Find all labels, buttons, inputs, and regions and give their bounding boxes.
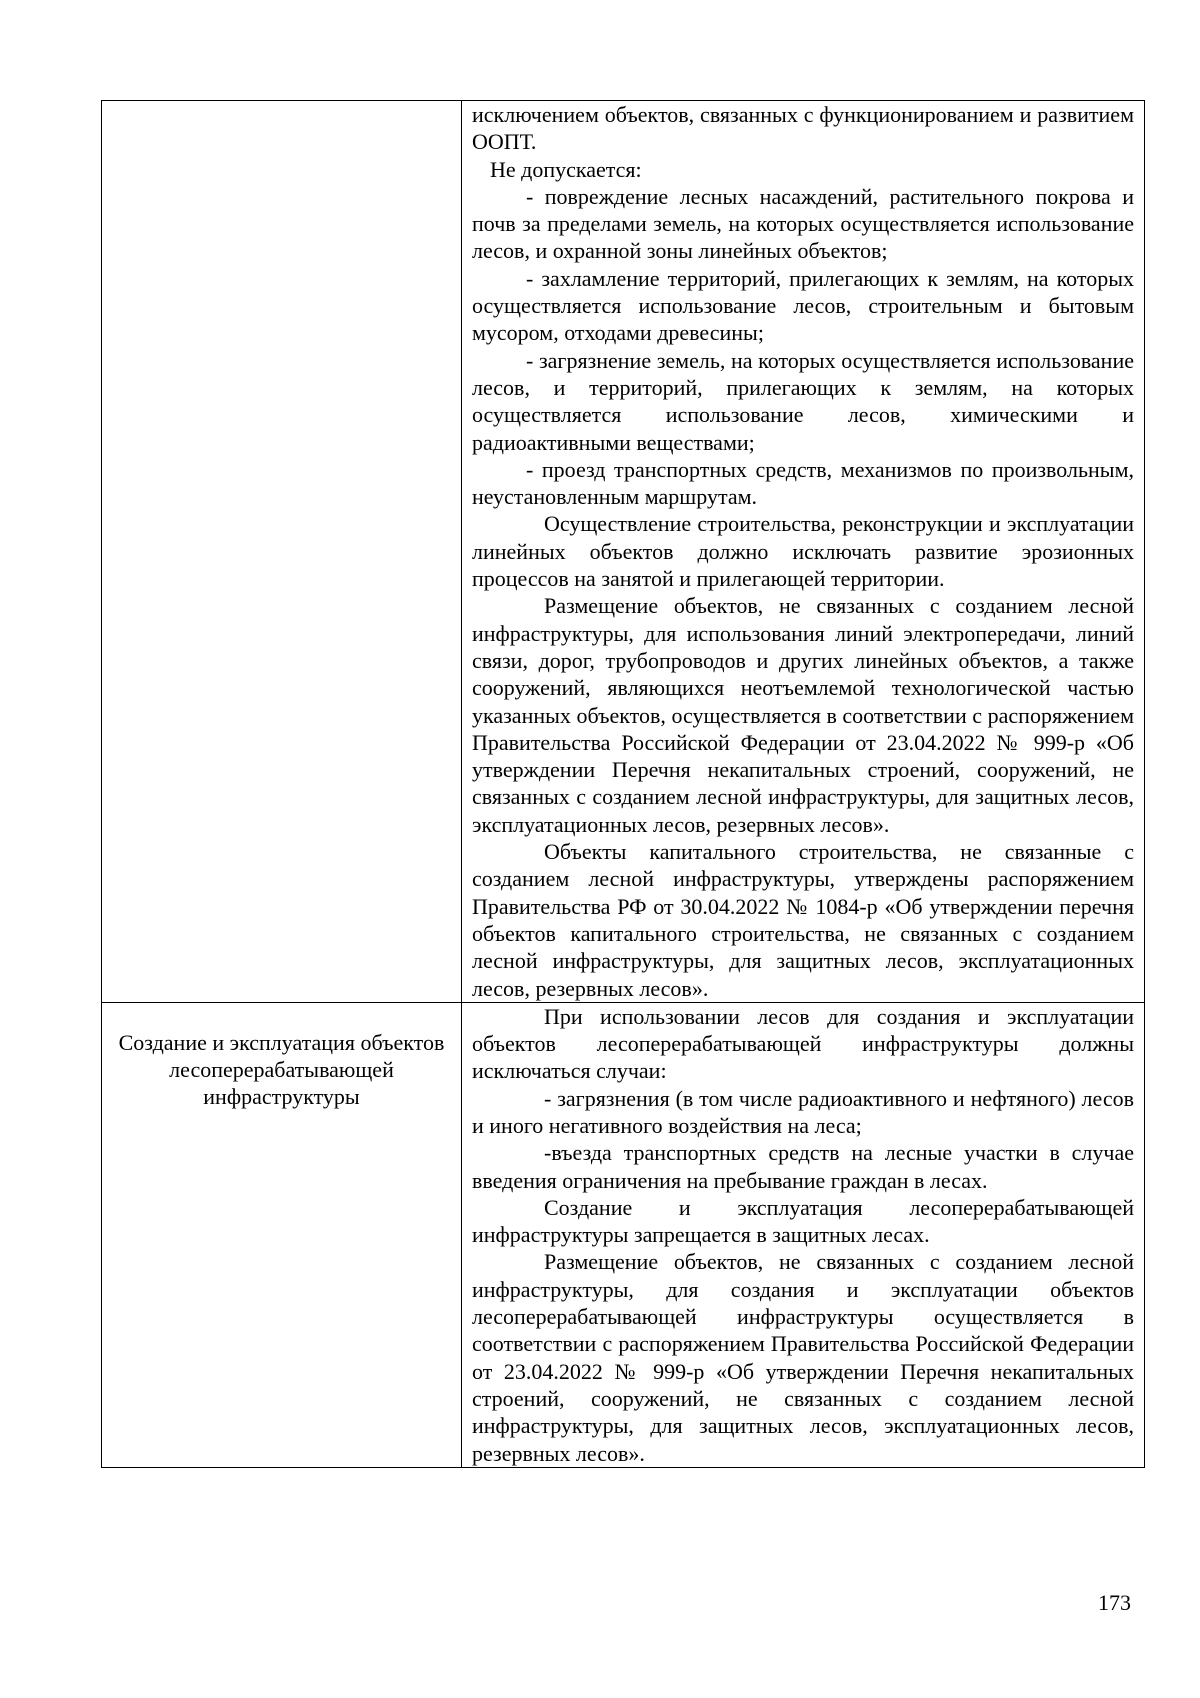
table-cell-requirements: [462, 101, 1145, 1003]
paragraph: Создание и эксплуатация лесоперерабатывающей инфраструктуры запрещается в защитных лесах.: [472, 1194, 1134, 1248]
paragraph: Не допускается:: [490, 156, 642, 182]
paragraph: Осуществление строительства, реконструкции и эксплуатации линейных объектов должно исключать развитие эрозионных процессов на занятой и прилегающей территории.: [472, 511, 1134, 592]
paragraph: Размещение объектов, не связанных с созданием лесной инфраструктуры, для использования линий электропередачи, линий связи, дорог, трубопроводов и других линейных объектов, а также сооружений, являющихся неотъемлемой технологической частью указанных объектов, осуществляется в соответствии с распоряжением Правительства Российской Федерации от 23.04.2022 № 999-р «Об утверждении Перечня некапитальных строений, сооружений, не связанных с созданием лесной инфраструктуры, для защитных лесов, эксплуатационных лесов, резервных лесов».: [472, 593, 1134, 837]
table-cell-requirements: [462, 1002, 1145, 1467]
paragraph: Объекты капитального строительства, не связанные с созданием лесной инфраструктуры, утверждены распоряжением Правительства РФ от 30.04.2022 № 1084-р «Об утверждении перечня объектов капитального строительства, не связанных с созданием лесной инфраструктуры, для защитных лесов, эксплуатационных лесов, резервных лесов».: [472, 839, 1134, 1001]
list-item: - проезд транспортных средств, механизмов по произвольным, неустановленным маршрутам.: [472, 456, 1134, 510]
table-cell-activity: [102, 1002, 462, 1467]
list-item: - загрязнения (в том числе радиоактивного и нефтяного) лесов и иного негативного воздействия на леса;: [472, 1085, 1134, 1138]
paragraph: При использовании лесов для создания и эксплуатации объектов лесоперерабатывающей инфраструктуры должны исключаться случаи:: [472, 1003, 1134, 1084]
list-item: - загрязнение земель, на которых осуществляется использование лесов, и территорий, прилегающих к землям, на которых осуществляется использование лесов, химическими и радиоактивными веществами;: [472, 347, 1134, 455]
table-row: [102, 101, 1145, 1003]
regulations-table: [101, 100, 1145, 1468]
list-item: - повреждение лесных насаждений, растительного покрова и почв за пределами земель, на которых осуществляется использование лесов, и охранной зоны линейных объектов;: [472, 183, 1134, 264]
table-cell-activity: [102, 101, 462, 1003]
activity-label: Создание и эксплуатация объектов лесоперерабатывающей инфраструктуры: [118, 1029, 445, 1110]
paragraph: Размещение объектов, не связанных с созданием лесной инфраструктуры, для создания и эксплуатации объектов лесоперерабатывающей инфраструктуры осуществляется в соответствии с распоряжением Правительства Российской Федерации от 23.04.2022 № 999-р «Об утверждении Перечня некапитальных строений, сооружений, не связанных с созданием лесной инфраструктуры, для защитных лесов, эксплуатационных лесов, резервных лесов».: [472, 1249, 1134, 1466]
list-item: -въезда транспортных средств на лесные участки в случае введения ограничения на пребывание граждан в лесах.: [472, 1140, 1134, 1193]
paragraph: исключением объектов, связанных с функционированием и развитием ООПТ.: [472, 102, 1134, 155]
page-number: 173: [1098, 1590, 1131, 1615]
table-row: [102, 1002, 1145, 1467]
list-item: - захламление территорий, прилегающих к землям, на которых осуществляется использование лесов, строительным и бытовым мусором, отходами древесины;: [472, 265, 1134, 346]
